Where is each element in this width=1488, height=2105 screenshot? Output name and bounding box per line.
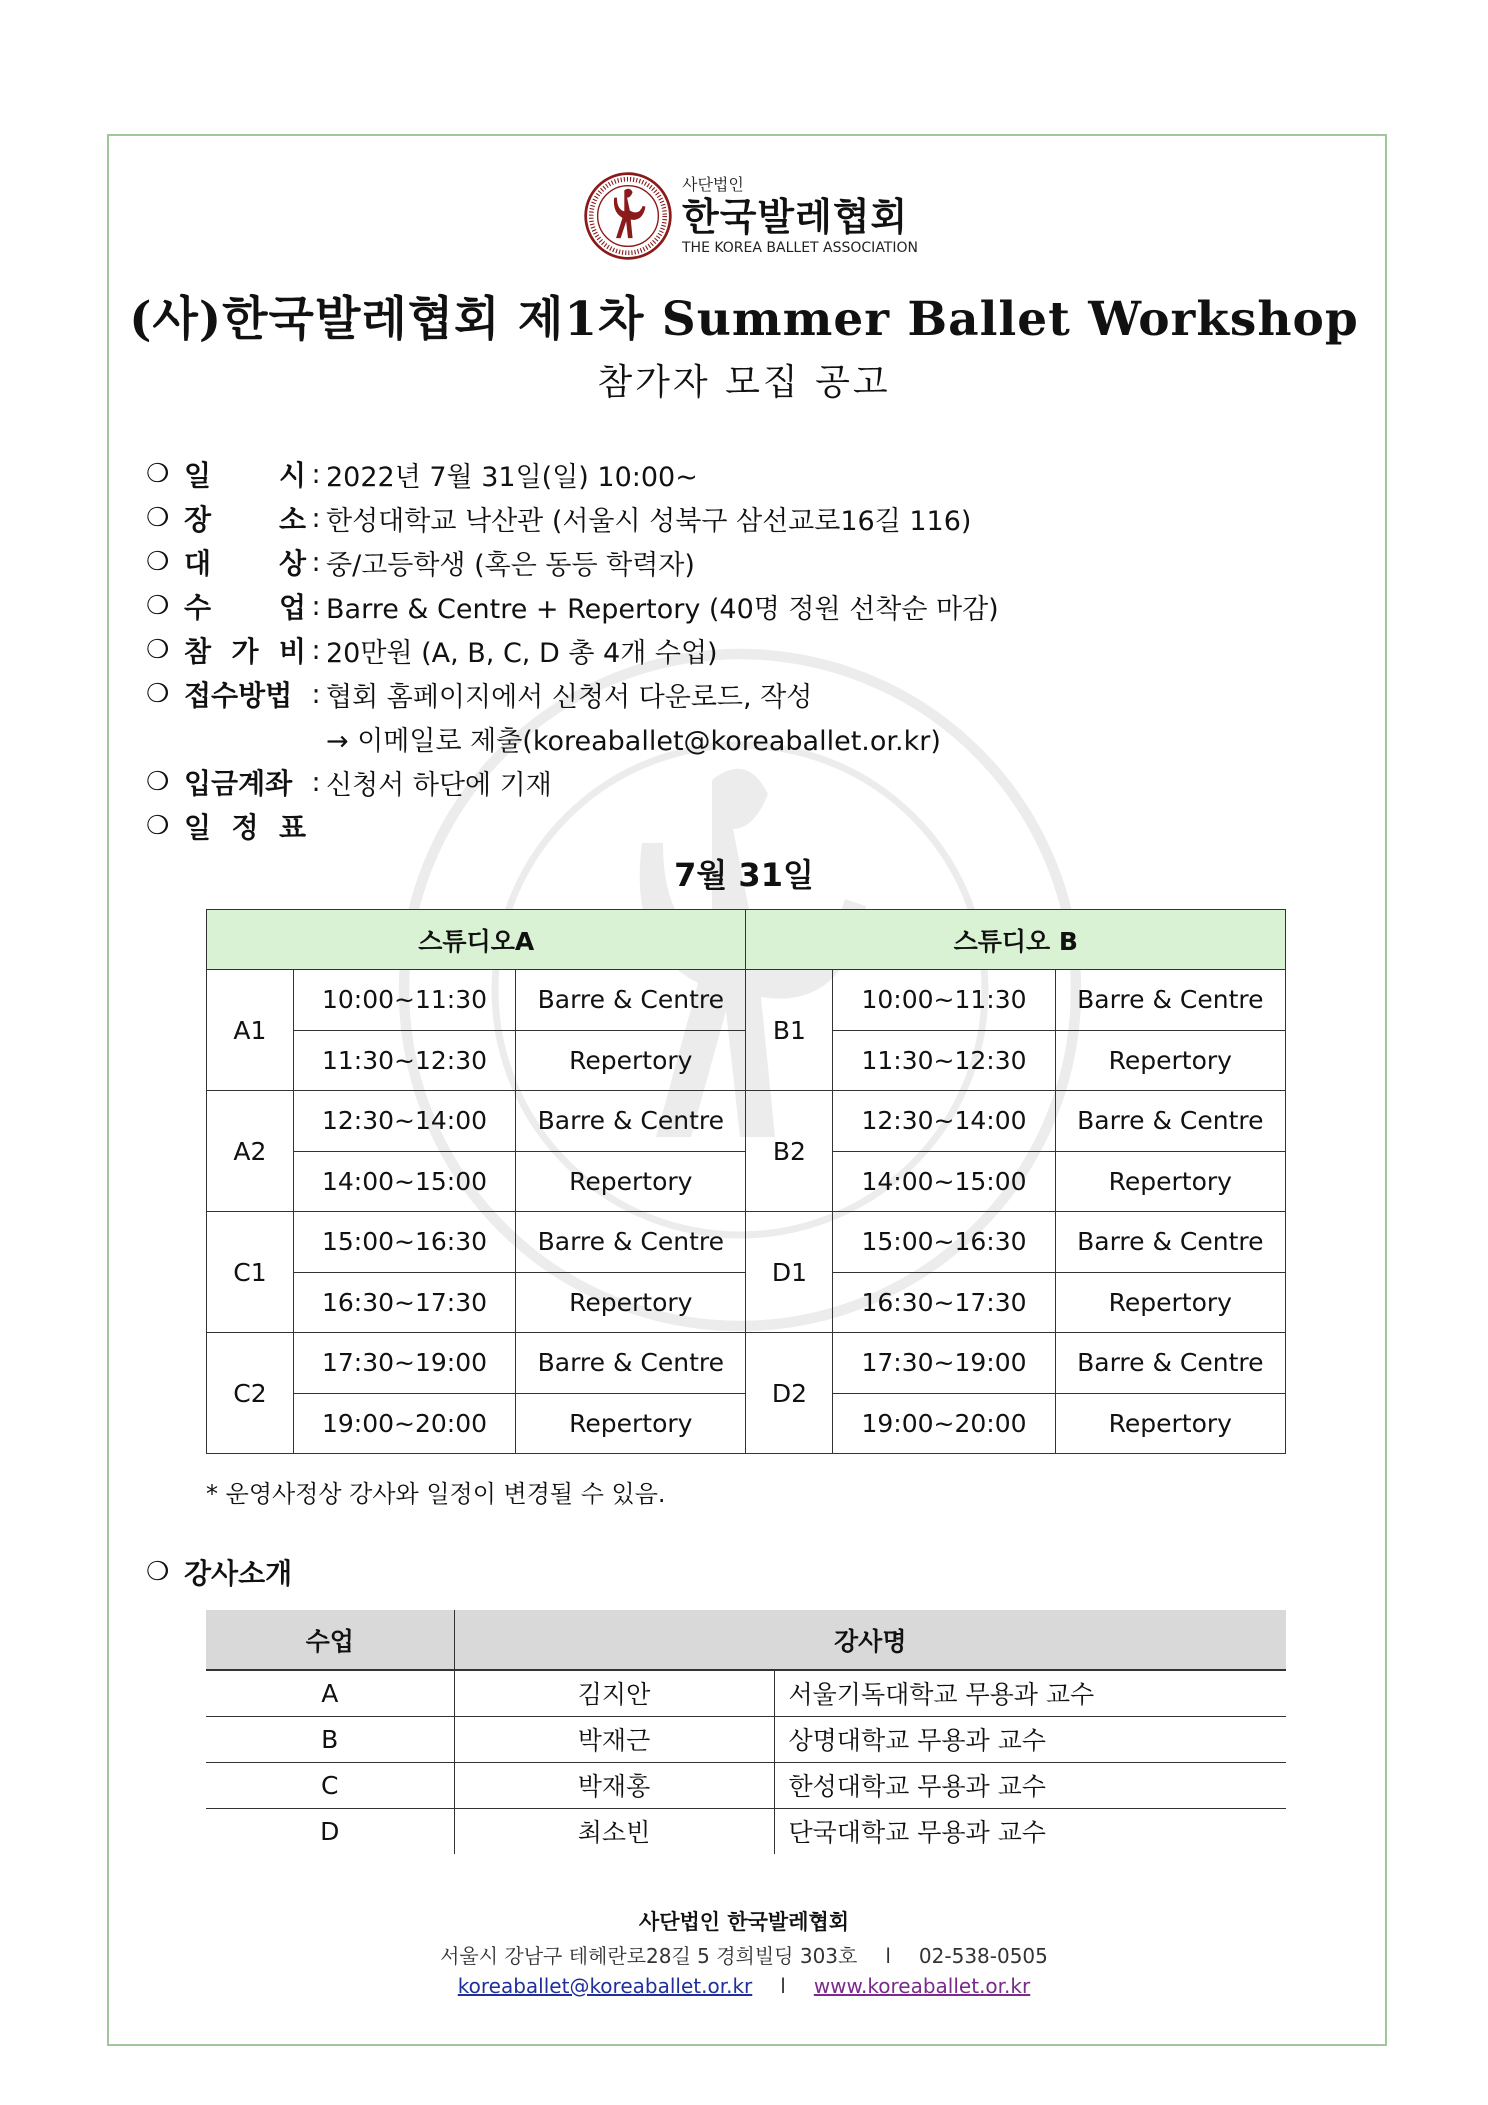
lesson-cell: Repertory [1055, 1393, 1285, 1454]
info-label [184, 674, 306, 714]
time-cell: 14:00~15:00 [833, 1151, 1055, 1212]
bullet-icon: ❍ [146, 459, 170, 489]
bullet-icon: ❍ [146, 503, 170, 533]
info-label [184, 630, 306, 670]
footer-separator: l [885, 1944, 891, 1968]
time-cell: 10:00~11:30 [833, 970, 1055, 1031]
schedule-date: 7월 31일 [674, 856, 814, 894]
info-row [146, 672, 1296, 716]
info-colon: : [311, 590, 321, 622]
footer-separator: l [780, 1974, 786, 1998]
page-title: (사)한국발레협회 제1차 Summer Ballet Workshop [129, 292, 1359, 347]
studio-b-header: 스튜디오 B [746, 910, 1286, 970]
info-label-part: 수 [184, 591, 212, 624]
info-row [146, 496, 1296, 540]
info-label-part: 장 [184, 503, 212, 536]
info-value: Barre & Centre + Repertory (40명 정원 선착순 마감) [326, 593, 999, 625]
info-value: 한성대학교 낙산관 (서울시 성북구 삼선교로16길 116) [326, 505, 972, 537]
info-value: 중/고등학생 (혹은 동등 학력자) [326, 549, 695, 581]
teachers-col-name: 강사명 [454, 1610, 1286, 1670]
info-row [146, 540, 1296, 584]
info-value: 20만원 (A, B, C, D 총 4개 수업) [326, 637, 718, 669]
info-label [184, 806, 306, 846]
lesson-cell: Barre & Centre [516, 1091, 746, 1152]
info-label-part: 입금계좌 [184, 767, 293, 800]
class-cell: C1 [207, 1212, 294, 1333]
time-cell: 17:30~19:00 [293, 1333, 515, 1394]
schedule-note: * 운영사정상 강사와 일정이 변경될 수 있음. [206, 1480, 666, 1508]
table-row [206, 1762, 1286, 1808]
logo-english-name: THE KOREA BALLET ASSOCIATION [682, 240, 918, 256]
info-label-part: 소 [278, 503, 306, 536]
teachers-title: 강사소개 [184, 1557, 293, 1590]
bullet-icon: ❍ [146, 635, 170, 665]
lesson-cell: Barre & Centre [1055, 1091, 1285, 1152]
time-cell: 16:30~17:30 [293, 1272, 515, 1333]
footer-phone: 02-538-0505 [918, 1944, 1048, 1968]
info-label-part: 참 [184, 635, 212, 668]
table-row [207, 1091, 1286, 1152]
teacher-class-cell: D [206, 1808, 454, 1854]
info-label-part: 비 [278, 635, 306, 668]
time-cell: 10:00~11:30 [293, 970, 515, 1031]
teacher-affiliation-cell: 한성대학교 무용과 교수 [774, 1762, 1286, 1808]
info-label-part: 일 [184, 459, 212, 492]
lesson-cell: Barre & Centre [1055, 1333, 1285, 1394]
table-row [207, 1333, 1286, 1394]
footer-address-line [0, 1940, 1488, 1969]
table-row [206, 1670, 1286, 1716]
logo-subtitle: 사단법인 [682, 175, 744, 194]
association-logo [582, 170, 918, 262]
ballet-seal-icon [582, 170, 674, 262]
bullet-icon: ❍ [146, 1557, 170, 1587]
time-cell: 19:00~20:00 [833, 1393, 1055, 1454]
teachers-table [206, 1610, 1286, 1854]
info-label-part: 접수방법 [184, 679, 293, 712]
info-list [146, 452, 1296, 848]
time-cell: 15:00~16:30 [293, 1212, 515, 1273]
class-cell: A2 [207, 1091, 294, 1212]
class-cell: D2 [746, 1333, 833, 1454]
lesson-cell: Barre & Centre [516, 970, 746, 1031]
info-colon: : [311, 766, 321, 798]
time-cell: 16:30~17:30 [833, 1272, 1055, 1333]
info-label-part: 시 [278, 459, 306, 492]
footer-website-link[interactable]: www.koreaballet.or.kr [813, 1974, 1031, 1998]
info-value: 협회 홈페이지에서 신청서 다운로드, 작성 [326, 681, 813, 713]
time-cell: 12:30~14:00 [833, 1091, 1055, 1152]
footer-org: 사단법인 한국발레협회 [638, 1910, 850, 1934]
time-cell: 11:30~12:30 [293, 1030, 515, 1091]
info-label-part: 일 [184, 811, 212, 844]
teacher-class-cell: B [206, 1716, 454, 1762]
footer-address: 서울시 강남구 테헤란로28길 5 경희빌딩 303호 [440, 1944, 858, 1968]
lesson-cell: Repertory [516, 1030, 746, 1091]
info-label [184, 542, 306, 582]
info-colon: : [311, 634, 321, 666]
info-row [146, 628, 1296, 672]
class-cell: B2 [746, 1091, 833, 1212]
info-label-part: 표 [278, 811, 306, 844]
lesson-cell: Barre & Centre [1055, 1212, 1285, 1273]
info-label [184, 762, 306, 802]
info-label-part: 업 [278, 591, 306, 624]
lesson-cell: Repertory [1055, 1151, 1285, 1212]
info-label-part: 상 [278, 547, 306, 580]
info-row [146, 452, 1296, 496]
class-cell: D1 [746, 1212, 833, 1333]
logo-name: 한국발레협회 [682, 195, 909, 239]
time-cell: 17:30~19:00 [833, 1333, 1055, 1394]
teacher-affiliation-cell: 서울기독대학교 무용과 교수 [774, 1670, 1286, 1716]
lesson-cell: Barre & Centre [516, 1333, 746, 1394]
info-colon: : [311, 678, 321, 710]
table-row [206, 1808, 1286, 1854]
footer-links [0, 1974, 1488, 1998]
info-colon: : [311, 546, 321, 578]
studio-a-header: 스튜디오A [207, 910, 746, 970]
lesson-cell: Repertory [516, 1393, 746, 1454]
bullet-icon: ❍ [146, 547, 170, 577]
teacher-name-cell: 박재근 [454, 1716, 774, 1762]
time-cell: 19:00~20:00 [293, 1393, 515, 1454]
page-subtitle: 참가자 모집 공고 [597, 362, 891, 403]
info-value: 2022년 7월 31일(일) 10:00~ [326, 461, 698, 493]
time-cell: 11:30~12:30 [833, 1030, 1055, 1091]
teachers-col-class: 수업 [206, 1610, 454, 1670]
teachers-heading [146, 1552, 292, 1592]
info-label [184, 454, 306, 494]
class-cell: C2 [207, 1333, 294, 1454]
schedule-table [206, 909, 1286, 1454]
info-label-part: 정 [231, 811, 259, 844]
teacher-class-cell: C [206, 1762, 454, 1808]
class-cell: A1 [207, 970, 294, 1091]
info-value: 신청서 하단에 기재 [326, 769, 552, 801]
teacher-affiliation-cell: 상명대학교 무용과 교수 [774, 1716, 1286, 1762]
teacher-class-cell: A [206, 1670, 454, 1716]
lesson-cell: Barre & Centre [1055, 970, 1285, 1031]
teacher-name-cell: 최소빈 [454, 1808, 774, 1854]
teacher-name-cell: 박재홍 [454, 1762, 774, 1808]
info-label-part: 가 [231, 635, 259, 668]
info-row-continuation [146, 716, 1296, 760]
info-colon: : [311, 502, 321, 534]
table-row [207, 1212, 1286, 1273]
time-cell: 15:00~16:30 [833, 1212, 1055, 1273]
info-row [146, 804, 1296, 848]
lesson-cell: Repertory [516, 1151, 746, 1212]
info-value: → 이메일로 제출(koreaballet@koreaballet.or.kr) [326, 725, 941, 757]
info-row [146, 760, 1296, 804]
class-cell: B1 [746, 970, 833, 1091]
footer-email-link[interactable]: koreaballet@koreaballet.or.kr [457, 1974, 753, 1998]
bullet-icon: ❍ [146, 591, 170, 621]
lesson-cell: Repertory [1055, 1272, 1285, 1333]
info-row [146, 584, 1296, 628]
bullet-icon: ❍ [146, 679, 170, 709]
time-cell: 12:30~14:00 [293, 1091, 515, 1152]
lesson-cell: Barre & Centre [516, 1212, 746, 1273]
info-label [184, 498, 306, 538]
teacher-affiliation-cell: 단국대학교 무용과 교수 [788, 1818, 1046, 1848]
table-row [206, 1716, 1286, 1762]
lesson-cell: Repertory [516, 1272, 746, 1333]
table-row [207, 970, 1286, 1031]
lesson-cell: Repertory [1055, 1030, 1285, 1091]
teacher-name-cell: 김지안 [454, 1670, 774, 1716]
bullet-icon: ❍ [146, 767, 170, 797]
info-colon: : [311, 458, 321, 490]
info-label [184, 586, 306, 626]
bullet-icon: ❍ [146, 811, 170, 841]
info-label-part: 대 [184, 547, 212, 580]
time-cell: 14:00~15:00 [293, 1151, 515, 1212]
